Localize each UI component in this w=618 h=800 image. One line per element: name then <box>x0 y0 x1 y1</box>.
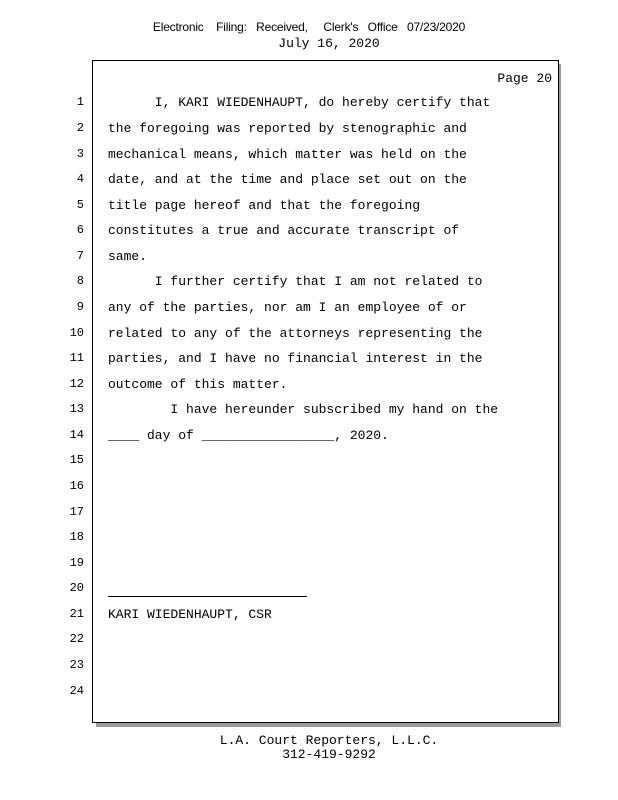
transcript-line: constitutes a true and accurate transcript of <box>108 223 460 238</box>
transcript-line: ____ day of _________________, 2020. <box>108 428 389 443</box>
line-number: 10 <box>69 326 84 340</box>
line-number: 5 <box>76 198 84 212</box>
line-number: 9 <box>76 300 84 314</box>
transcript-line: related to any of the attorneys representing the <box>108 326 483 341</box>
line-number: 22 <box>69 632 84 646</box>
line-number: 2 <box>76 121 84 135</box>
line-number: 14 <box>69 428 84 442</box>
transcript-line: same. <box>108 249 148 264</box>
line-number: 1 <box>76 95 84 109</box>
footer-company: L.A. Court Reporters, L.L.C. <box>219 733 439 748</box>
footer-phone: 312-419-9292 <box>282 747 376 762</box>
signature-line <box>108 596 307 597</box>
line-number: 11 <box>69 351 84 365</box>
transcript-line: parties, and I have no financial interest in the <box>108 351 483 366</box>
transcript-date: July 16, 2020 <box>278 36 380 51</box>
transcript-line: mechanical means, which matter was held on the <box>108 147 467 162</box>
transcript-line: I, KARI WIEDENHAUPT, do hereby certify that <box>108 95 491 110</box>
transcript-line: the foregoing was reported by stenographic and <box>108 121 467 136</box>
transcript-line: any of the parties, nor am I an employee of or <box>108 300 467 315</box>
line-number: 12 <box>69 377 84 391</box>
transcript-line: date, and at the time and place set out on the <box>108 172 467 187</box>
line-number: 3 <box>76 147 84 161</box>
transcript-line: I further certify that I am not related to <box>108 274 483 289</box>
reporter-signature-name: KARI WIEDENHAUPT, CSR <box>108 607 272 622</box>
line-number: 20 <box>69 581 84 595</box>
line-number: 17 <box>69 505 84 519</box>
transcript-line: I have hereunder subscribed my hand on the <box>108 402 499 417</box>
line-number: 24 <box>69 684 84 698</box>
filing-stamp: Electronic Filing: Received, Clerk's Office 07/23/2020 <box>152 20 466 34</box>
line-number: 18 <box>69 530 84 544</box>
line-number: 13 <box>69 402 84 416</box>
line-number: 16 <box>69 479 84 493</box>
line-number: 15 <box>69 453 84 467</box>
line-number: 8 <box>76 274 84 288</box>
line-number: 4 <box>76 172 84 186</box>
page-number: Page 20 <box>497 71 552 86</box>
line-number: 23 <box>69 658 84 672</box>
line-number: 21 <box>69 607 84 621</box>
transcript-line: title page hereof and that the foregoing <box>108 198 421 213</box>
line-number: 19 <box>69 556 84 570</box>
transcript-line: outcome of this matter. <box>108 377 288 392</box>
line-number: 6 <box>76 223 84 237</box>
line-number: 7 <box>76 249 84 263</box>
